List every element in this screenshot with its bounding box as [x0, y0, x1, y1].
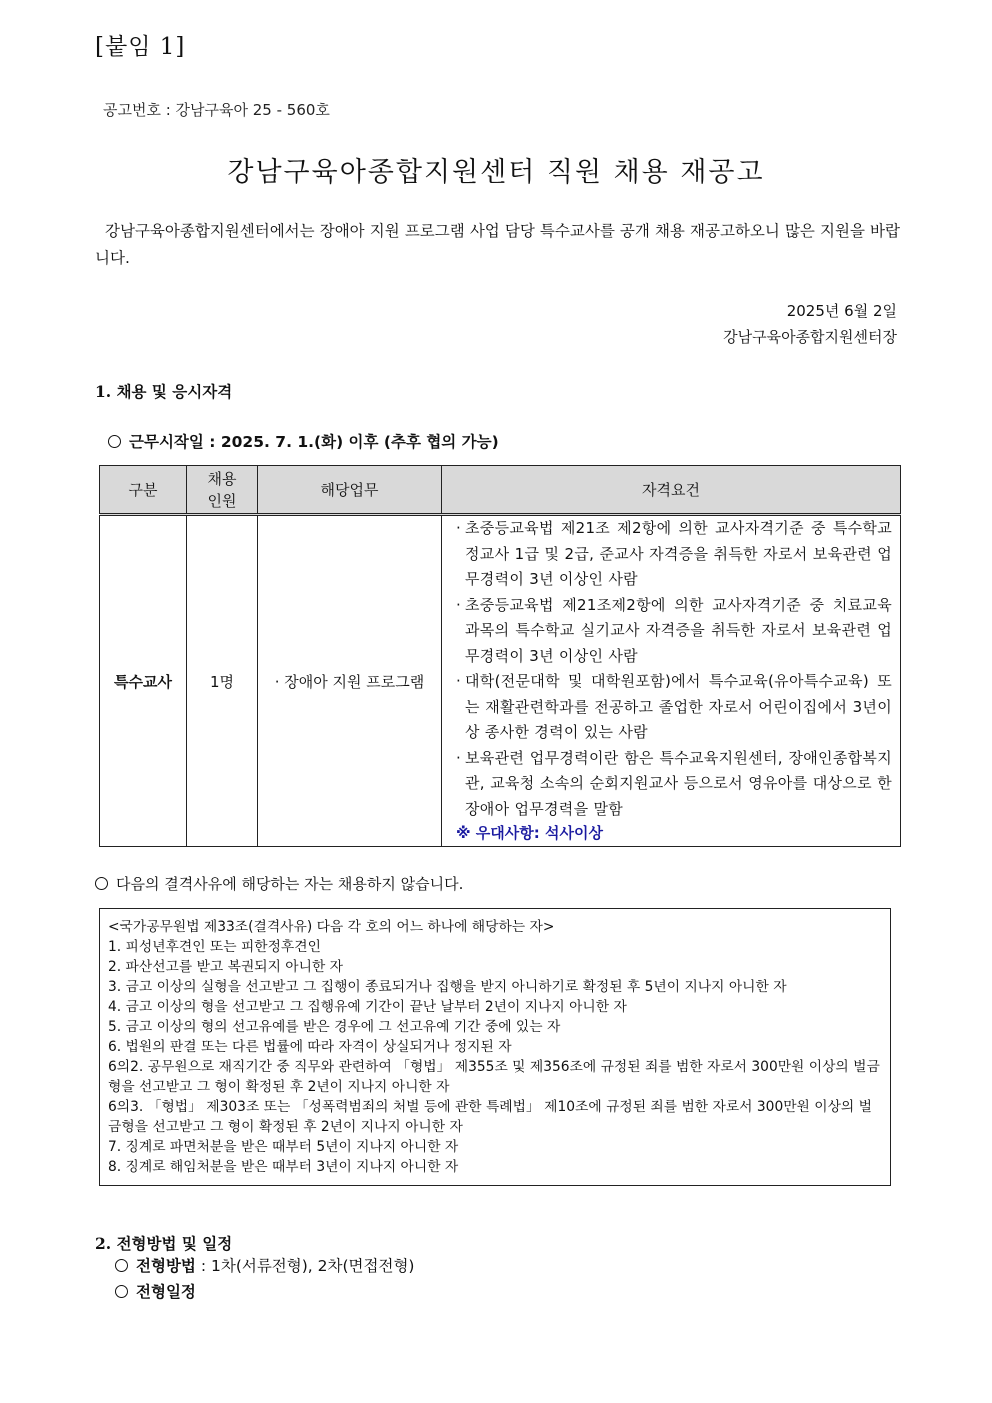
disqualification-item: 7. 징계로 파면처분을 받은 때부터 5년이 지나지 아니한 자	[108, 1139, 459, 1155]
disqualification-item: 5. 금고 이상의 형의 선고유예를 받은 경우에 그 선고유예 기간 중에 있는 자	[108, 1019, 561, 1035]
schedule-label: 전형일정	[136, 1282, 196, 1301]
disqualification-item: 8. 징계로 해임처분을 받은 때부터 3년이 지나지 아니한 자	[108, 1159, 459, 1175]
intro-paragraph: 강남구육아종합지원센터에서는 장애아 지원 프로그램 사업 담당 특수교사를 공개 채용 재공고하오니 많은 지원을 바랍니다.	[95, 222, 900, 267]
disqualification-item: 1. 피성년후견인 또는 피한정후견인	[108, 939, 321, 955]
disqualification-box	[99, 908, 891, 1186]
signer: 강남구육아종합지원센터장	[723, 328, 897, 346]
section-1-heading: 1. 채용 및 응시자격	[95, 382, 233, 401]
circle-bullet-icon	[95, 877, 108, 890]
page-title: 강남구육아종합지원센터 직원 채용 재공고	[227, 157, 765, 188]
method-label: 전형방법	[136, 1256, 196, 1275]
disqualification-item: 6의2. 공무원으로 재직기간 중 직무와 관련하여 「형법」 제355조 및 제356조에 규정된 죄를 범한 자로서 300만원 이상의 벌금형을 선고받고 그 형이 확정된 후 2년이 지나지 아니한 자	[108, 1059, 880, 1095]
circle-bullet-icon	[115, 1285, 128, 1298]
col-requirements-header: 자격요건	[442, 466, 901, 515]
requirement-item: · 초중등교육법 제21조 제2항에 의한 교사자격기준 중 특수학교 정교사 1급 및 2급, 준교사 자격증을 취득한 자로서 보육관련 업무경력이 3년 이상인 사람	[456, 519, 892, 588]
disqualification-item: 6. 법원의 판결 또는 다른 법률에 따라 자격이 상실되거나 정지된 자	[108, 1039, 512, 1055]
circle-bullet-icon	[108, 435, 121, 448]
notice-number: 공고번호 : 강남구육아 25 - 560호	[103, 101, 330, 119]
disqualification-note: 다음의 결격사유에 해당하는 자는 채용하지 않습니다.	[95, 873, 463, 894]
start-date-line	[108, 430, 499, 452]
disqualification-item: 3. 금고 이상의 실형을 선고받고 그 집행이 종료되거나 집행을 받지 아니하기로 확정된 후 5년이 지나지 아니한 자	[108, 979, 787, 995]
col-count-header: 채용 인원	[187, 466, 258, 515]
cell-count: 1명	[187, 515, 258, 847]
requirement-item: · 대학(전문대학 및 대학원포함)에서 특수교육(유아특수교육) 또는 재활관련학과를 전공하고 졸업한 자로서 어린이집에서 3년이상 종사한 경력이 있는 사람	[456, 672, 892, 741]
selection-schedule	[115, 1280, 196, 1302]
selection-method	[115, 1254, 414, 1276]
cell-requirements	[442, 515, 901, 847]
notice-date: 2025년 6월 2일	[786, 302, 897, 320]
disqualification-item: 6의3. 「형법」 제303조 또는 「성폭력범죄의 처벌 등에 관한 특례법」 제10조에 규정된 죄를 범한 자로서 300만원 이상의 벌금형을 선고받고 그 형이 확정된 후 2년이 지나지 아니한 자	[108, 1099, 872, 1135]
circle-bullet-icon	[115, 1259, 128, 1272]
requirement-item: · 초중등교육법 제21조제2항에 의한 교사자격기준 중 치료교육 과목의 특수학교 실기교사 자격증을 취득한 자로서 보육관련 업무경력이 3년 이상인 사람	[456, 595, 892, 665]
cell-duty: · 장애아 지원 프로그램	[258, 515, 442, 847]
col-category-header: 구분	[100, 466, 187, 515]
col-duty-header: 해당업무	[258, 466, 442, 515]
method-value: : 1차(서류전형), 2차(면접전형)	[195, 1257, 415, 1275]
preference-note: ※ 우대사항: 석사이상	[456, 824, 603, 842]
recruitment-table	[99, 465, 901, 847]
disqualification-item: 4. 금고 이상의 형을 선고받고 그 집행유예 기간이 끝난 날부터 2년이 지나지 아니한 자	[108, 999, 627, 1015]
disqualification-heading: <국가공무원법 제33조(결격사유) 다음 각 호의 어느 하나에 해당하는 자>	[108, 919, 555, 935]
attachment-label: [붙임 1]	[95, 34, 186, 60]
section-2-heading: 2. 전형방법 및 일정	[95, 1234, 233, 1253]
disqualification-item: 2. 파산선고를 받고 복권되지 아니한 자	[108, 959, 344, 975]
cell-category: 특수교사	[100, 515, 187, 847]
start-date-text: 근무시작일 : 2025. 7. 1.(화) 이후 (추후 협의 가능)	[129, 433, 499, 451]
requirement-item: · 보육관련 업무경력이란 함은 특수교육지원센터, 장애인종합복지관, 교육청 소속의 순회지원교사 등으로서 영유아를 대상으로 한 장애아 업무경력을 말함	[456, 748, 892, 818]
